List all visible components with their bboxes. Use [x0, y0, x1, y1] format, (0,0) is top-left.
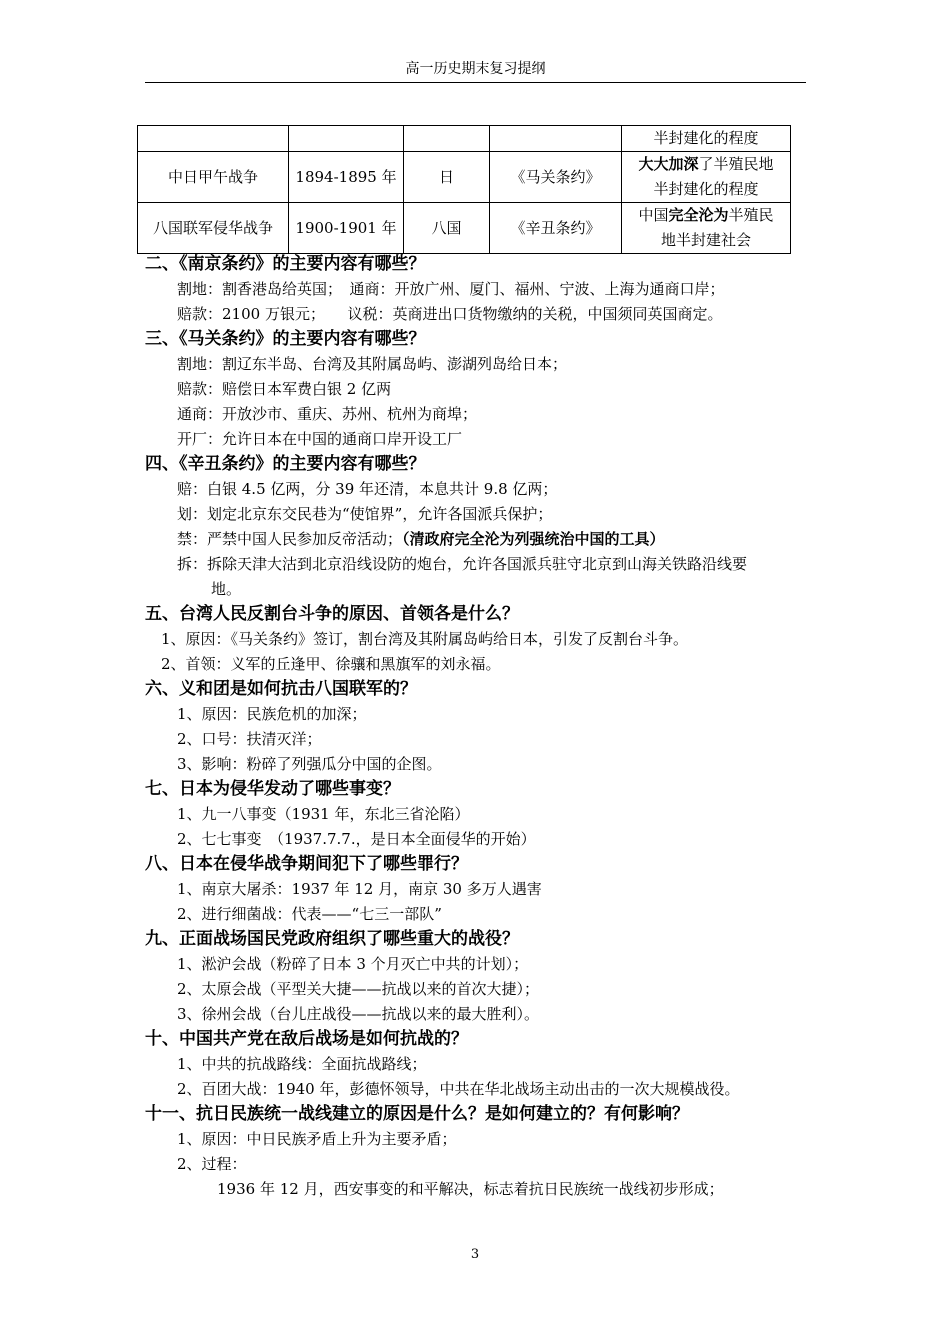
- paragraph: 1、中共的抗战路线：全面抗战路线；: [177, 1055, 427, 1073]
- table-cell: [490, 126, 622, 152]
- section-heading: 十、中国共产党在敌后战场是如何抗战的？: [145, 1029, 468, 1049]
- document-body: [145, 252, 815, 1202]
- section-heading: 二、《南京条约》的主要内容有哪些？: [145, 254, 426, 274]
- paragraph: 割地：割辽东半岛、台湾及其附属岛屿、澎湖列岛给日本；: [177, 355, 568, 373]
- paragraph: 1、原因：民族危机的加深；: [177, 705, 367, 723]
- table-cell: [404, 126, 490, 152]
- section-heading: 四、《辛丑条约》的主要内容有哪些？: [145, 454, 426, 474]
- table-row: [138, 203, 791, 254]
- section-heading: 九、正面战场国民党政府组织了哪些重大的战役？: [145, 929, 519, 949]
- table-cell: [289, 126, 404, 152]
- paragraph: 2、百团大战：1940 年，彭德怀领导，中共在华北战场主动出击的一次大规模战役。: [177, 1080, 740, 1098]
- header-title: 高一历史期末复习提纲: [405, 61, 546, 77]
- page-number: 3: [470, 1247, 480, 1262]
- wars-table: [137, 125, 791, 254]
- impact-cell: 大大加深了半殖民地 半封建化的程度: [622, 152, 791, 203]
- paragraph: 禁：严禁中国人民参加反帝活动；（清政府完全沦为列强统治中国的工具）: [177, 530, 665, 548]
- table-row: [138, 126, 791, 152]
- paragraph: 1、原因：《马关条约》签订，割台湾及其附属岛屿给日本，引发了反割台斗争。: [161, 630, 689, 648]
- section-heading: 六、义和团是如何抗击八国联军的？: [145, 679, 417, 699]
- paragraph: 1、九一八事变（1931 年，东北三省沦陷）: [177, 805, 470, 823]
- years-cell: 1894-1895 年: [289, 152, 404, 203]
- war-name-cell: 中日甲午战争: [138, 152, 289, 203]
- paragraph: 2、进行细菌战：代表——“七三一部队”: [177, 905, 442, 923]
- paragraph: 拆：拆除天津大沽到北京沿线设防的炮台，允许各国派兵驻守北京到山海关铁路沿线要 地。: [177, 555, 748, 598]
- country-cell: 八国: [404, 203, 490, 254]
- section-heading: 八、日本在侵华战争期间犯下了哪些罪行？: [145, 854, 468, 874]
- years-cell: 1900-1901 年: [289, 203, 404, 254]
- section-heading: 五、台湾人民反割台斗争的原因、首领各是什么？: [145, 604, 519, 624]
- table-row: [138, 152, 791, 203]
- country-cell: 日: [404, 152, 490, 203]
- paragraph: 割地：割香港岛给英国； 通商：开放广州、厦门、福州、宁波、上海为通商口岸；: [177, 280, 725, 298]
- paragraph: 2、首领：义军的丘逢甲、徐骧和黑旗军的刘永福。: [161, 655, 501, 673]
- paragraph: 2、过程：: [177, 1155, 247, 1173]
- section-heading: 十一、抗日民族统一战线建立的原因是什么？是如何建立的？有何影响？: [145, 1104, 689, 1124]
- paragraph: 1、淞沪会战（粉碎了日本 3 个月灭亡中共的计划）；: [177, 955, 529, 973]
- paragraph: 3、徐州会战（台儿庄战役——抗战以来的最大胜利）。: [177, 1005, 540, 1023]
- paragraph: 划：划定北京东交民巷为“使馆界”，允许各国派兵保护；: [177, 505, 553, 523]
- paragraph: 开厂：允许日本在中国的通商口岸开设工厂: [177, 430, 463, 448]
- paragraph: 2、太原会战（平型关大捷——抗战以来的首次大捷）；: [177, 980, 540, 998]
- paragraph: 1、原因：中日民族矛盾上升为主要矛盾；: [177, 1130, 457, 1148]
- paragraph: 1、南京大屠杀：1937 年 12 月，南京 30 多万人遇害: [177, 880, 542, 898]
- section-heading: 三、《马关条约》的主要内容有哪些？: [145, 329, 426, 349]
- page-header: [145, 58, 806, 83]
- treaty-cell: 《辛丑条约》: [490, 203, 622, 254]
- war-name-cell: 八国联军侵华战争: [138, 203, 289, 254]
- paragraph: 赔款：2100 万银元； 议税：英商进出口货物缴纳的关税，中国须同英国商定。: [177, 305, 723, 323]
- paragraph: 1936 年 12 月，西安事变的和平解决，标志着抗日民族统一战线初步形成；: [217, 1180, 724, 1198]
- paragraph: 赔款：赔偿日本军费白银 2 亿两: [177, 380, 392, 398]
- paragraph: 通商：开放沙市、重庆、苏州、杭州为商埠；: [177, 405, 478, 423]
- table-cell: 半封建化的程度: [622, 126, 791, 152]
- impact-cell: 中国完全沦为半殖民 地半封建社会: [622, 203, 791, 254]
- paragraph: 3、影响：粉碎了列强瓜分中国的企图。: [177, 755, 442, 773]
- paragraph: 赔：白银 4.5 亿两，分 39 年还清，本息共计 9.8 亿两；: [177, 480, 558, 498]
- treaty-cell: 《马关条约》: [490, 152, 622, 203]
- paragraph: 2、七七事变 （1937.7.7.，是日本全面侵华的开始）: [177, 830, 536, 848]
- section-heading: 七、日本为侵华发动了哪些事变？: [145, 779, 400, 799]
- table-cell: [138, 126, 289, 152]
- paragraph: 2、口号：扶清灭洋；: [177, 730, 322, 748]
